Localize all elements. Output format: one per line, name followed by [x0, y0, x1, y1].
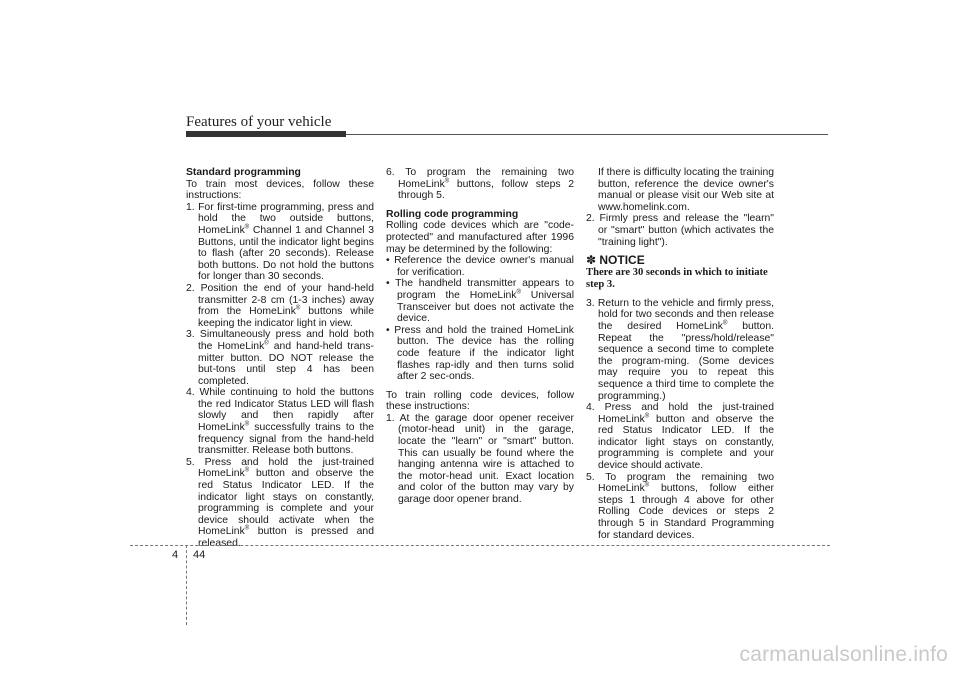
page-number: 44 — [193, 549, 206, 561]
spacer — [386, 202, 574, 209]
footer-vertical-rule — [186, 545, 187, 625]
reg-mark: ® — [244, 467, 250, 474]
text: 5. To program the remaining two HomeLink — [586, 471, 774, 495]
column-2 — [386, 167, 574, 506]
reg-mark: ® — [722, 320, 728, 327]
rolling-step-1: 1. At the garage door opener receiver (motor-head unit) in the garage, locate the "learn" or "smart" button. This can usually be found where the hanging antenna wire is attached to the motor-head unit. Exact location and color of the button may vary by garage door opener brand. — [386, 412, 574, 506]
bullet-1: • Reference the device owner's manual for verification. — [386, 255, 574, 278]
step-5 — [186, 457, 374, 550]
rolling-step-5 — [586, 472, 774, 542]
reg-mark: ® — [516, 289, 521, 296]
step-1 — [186, 202, 374, 283]
text: • The handheld transmitter appears to program the HomeLink — [386, 278, 574, 301]
text: button is pressed and released. — [198, 526, 374, 549]
text: buttons while keeping the indicator light in view. — [198, 306, 374, 329]
intro-text: To train most devices, follow these instructions: — [186, 178, 374, 202]
text: Universal Transceiver but does not activate the device. — [397, 289, 574, 325]
reg-mark: ® — [295, 305, 301, 312]
spacer — [386, 383, 574, 390]
reg-mark: ® — [264, 340, 269, 347]
bullet-3: • Press and hold the trained HomeLink button. The device has the rolling code feature if the indicator light flashes rap-idly and then turns solid after 2 sec-onds. — [386, 324, 574, 383]
step-1-continued: If there is difficulty locating the training button, reference the device owner's manual or please visit our Web site at www.homelink.com. — [598, 167, 774, 213]
step-2 — [186, 283, 374, 329]
step-4 — [186, 387, 374, 457]
section-title: Features of your vehicle — [186, 114, 332, 130]
footer-rule — [130, 545, 830, 546]
text: 4. While continuing to hold the buttons the red Indicator Status LED will flash slowly and then rapidly after HomeLink — [186, 387, 374, 434]
text: 6. To program the remaining two HomeLink — [386, 167, 574, 190]
text: Channel 1 and Channel 3 Buttons, until the indicator light begins to flash (after 20 seconds). Release both buttons. Do not hold the buttons for longer than 30 seconds. — [198, 224, 374, 283]
reg-mark: ® — [244, 224, 250, 231]
reg-mark: ® — [444, 178, 450, 185]
step-6 — [386, 167, 574, 202]
rolling-intro-2: To train rolling code devices, follow these instructions: — [386, 389, 574, 413]
step-3 — [186, 329, 374, 387]
text: buttons, follow steps 2 through 5. — [398, 178, 574, 202]
rolling-intro: Rolling code devices which are "code-protected" and manufactured after 1996 may be determined by the following: — [386, 220, 574, 255]
chapter-number: 4 — [172, 549, 179, 561]
rolling-step-2: 2. Firmly press and release the "learn" or "smart" button (which activates the "training light"). — [586, 213, 774, 248]
spacer — [586, 291, 774, 298]
text: successfully trains to the frequency signal from the hand-held transmitter. Release both buttons. — [198, 422, 374, 457]
text: button and observe the red Status Indicator LED. If the indicator light stays on constantly, programming is complete and your device should activate. — [598, 413, 774, 472]
watermark: carmanualsonline.info — [739, 643, 948, 666]
header-bar — [186, 131, 346, 137]
heading-standard-programming: Standard programming — [186, 167, 301, 178]
column-1 — [186, 167, 374, 550]
notice-title: ✽ NOTICE — [586, 253, 645, 268]
notice-text: There are 30 seconds in which to initiate step 3. — [586, 266, 768, 290]
text: 3. Return to the vehicle and firmly press, hold for two seconds and then release the desired HomeLink — [586, 297, 774, 332]
text: buttons, follow either steps 1 through 4 above for other Rolling Code devices or steps 2 through 5 in Standard Programming for standard devices. — [598, 483, 774, 541]
text: 3. Simultaneously press and hold both the HomeLink — [186, 329, 374, 352]
heading-rolling-code: Rolling code programming — [386, 208, 519, 220]
text: 4. Press and hold the just-trained HomeLink — [586, 402, 774, 425]
column-3 — [586, 167, 774, 541]
text: and hand-held trans-mitter button. DO NOT release the but-tons until step 4 has been completed. — [198, 340, 374, 387]
rolling-step-4 — [586, 402, 774, 472]
bullet-2 — [386, 278, 574, 324]
text: button and observe the red Status Indicator LED. If the indicator light stays on constantly, programming is complete and your device should activate when the HomeLink — [198, 468, 374, 538]
reg-mark: ® — [244, 421, 250, 428]
text: 5. Press and hold the just-trained HomeLink — [186, 456, 374, 480]
rolling-step-3 — [586, 298, 774, 402]
reg-mark: ® — [644, 413, 650, 420]
text: 2. Position the end of your hand-held transmitter 2-8 cm (1-3 inches) away from the HomeLink — [186, 282, 374, 318]
text: 1. For first-time programming, press and hold the two outside buttons, HomeLink — [186, 201, 374, 236]
reg-mark: ® — [244, 525, 250, 532]
header-rule — [346, 134, 828, 135]
reg-mark: ® — [644, 482, 650, 489]
text: button. Repeat the "press/hold/release" sequence a second time to complete the program-ming. (Some devices may require you to repeat this sequence a third time to complete the programming.) — [598, 320, 774, 402]
